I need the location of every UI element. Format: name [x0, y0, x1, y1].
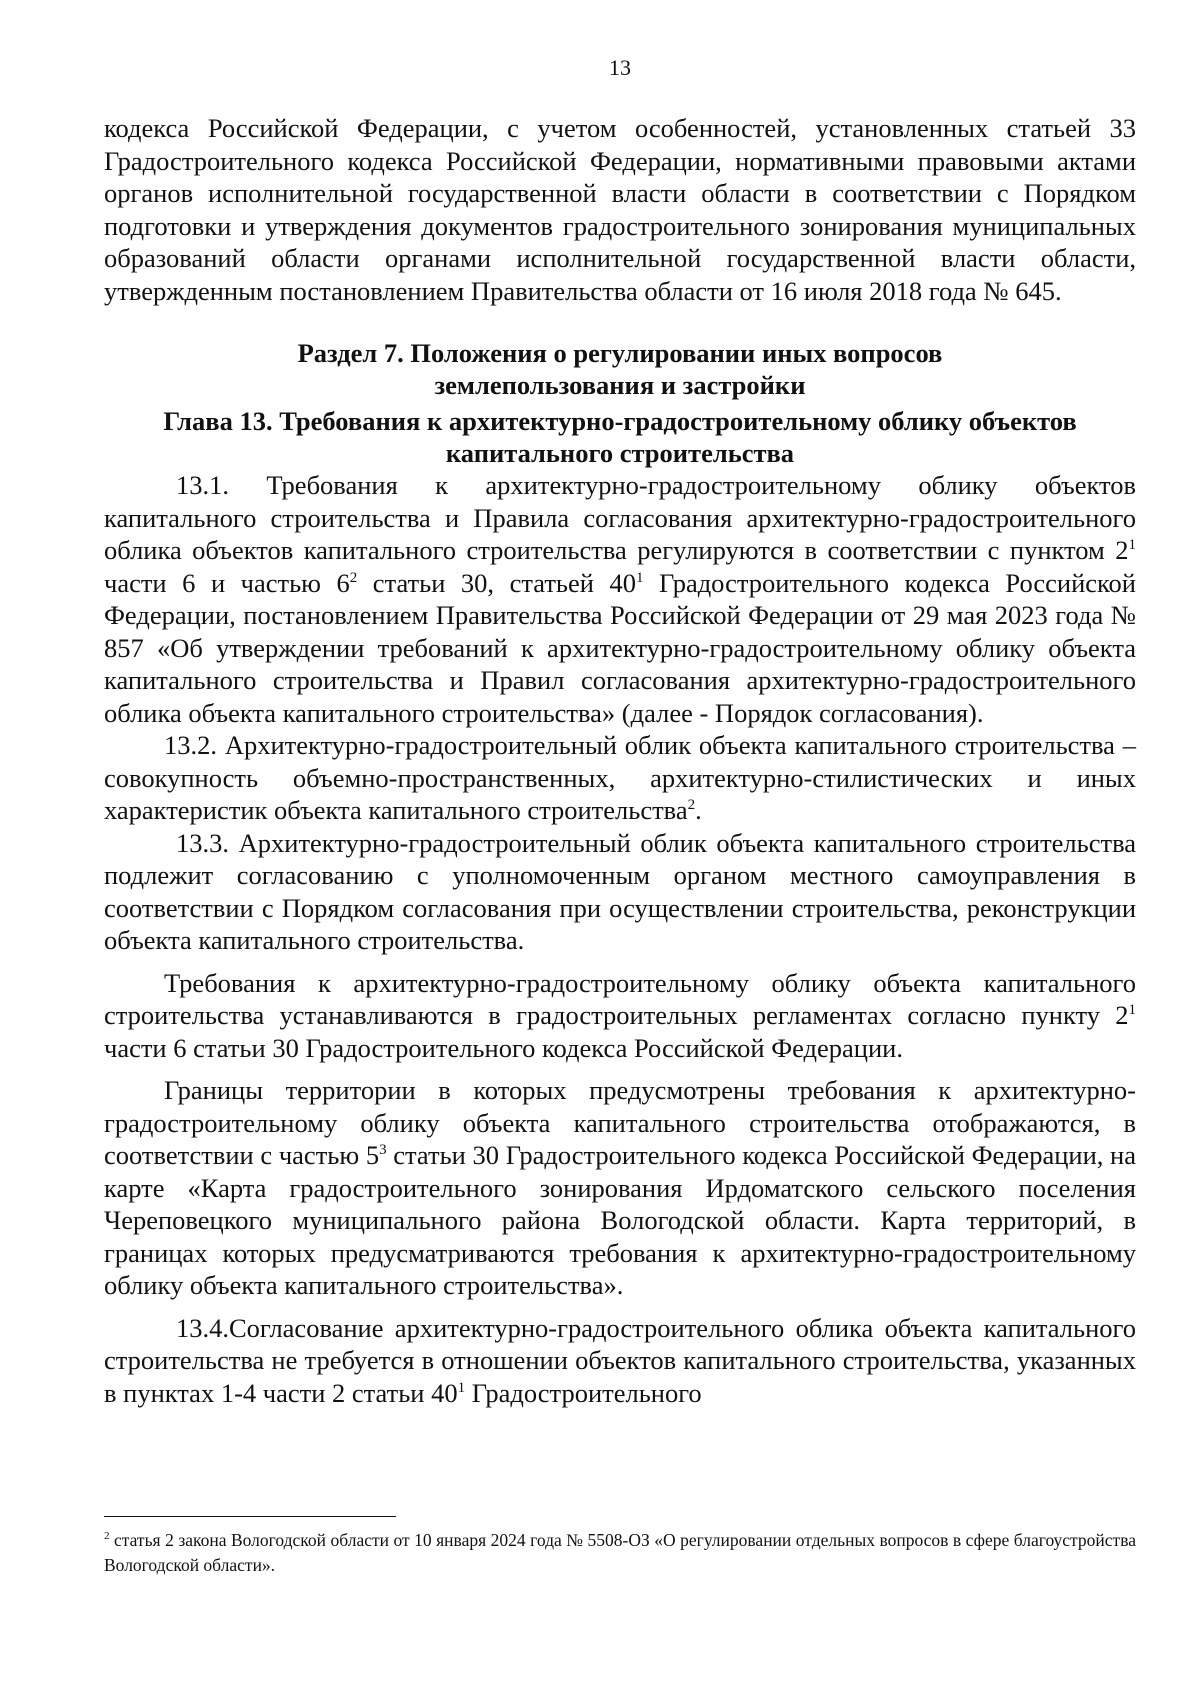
- paragraph-borders-text-b: статьи 30 Градостроительного кодекса Российской Федерации, на карте «Карта градостроительного зонирования Ирдоматского сельского поселения Череповецкого муниципального района Вологодской области. Карта территорий, в границах которых предусматриваются требования к архитектурно-градостроительному облику объекта капитального строительства».: [104, 1140, 1136, 1300]
- paragraph-13-3: 13.3. Архитектурно-градостроительный облик объекта капитального строительства подлежит согласованию с уполномоченным органом местного самоуправления в соответствии с Порядком согласования при осуществлении строительства, реконструкции объекта капитального строительства.: [104, 827, 1136, 955]
- paragraph-13-1: [104, 469, 1136, 729]
- intro-paragraph: кодекса Российской Федерации, с учетом особенностей, установленных статьей 33 Градостроительного кодекса Российской Федерации, нормативными правовыми актами органов исполнительной государственной власти области в соответствии с Порядком подготовки и утверждения документов градостроительного зонирования муниципальных образований области органами исполнительной государственной власти области, утвержденным постановлением Правительства области от 16 июля 2018 года № 645.: [104, 113, 1136, 306]
- chapter-heading: [104, 405, 1136, 469]
- section-heading: [104, 337, 1136, 401]
- page-number: 13: [609, 55, 631, 80]
- superscript: 2: [349, 569, 358, 586]
- footnote-divider: [104, 1516, 396, 1517]
- superscript: 3: [379, 1142, 387, 1159]
- paragraph-13-1-text-a: 13.1. Требования к архитектурно-градостроительному облику объектов капитального строительства и Правила согласования архитектурно-градостроительного облика объектов капитального строительства регулируются в соответствии с пунктом 2: [104, 470, 1136, 565]
- paragraph-13-4: [104, 1312, 1136, 1410]
- superscript: 1: [1128, 1002, 1136, 1019]
- paragraph-borders: [104, 1074, 1136, 1302]
- footnote-text: статья 2 закона Вологодской области от 10 января 2024 года № 5508-ОЗ «О регулировании отдельных вопросов в сфере благоустройства Вологодской области».: [104, 1530, 1136, 1575]
- superscript: 1: [457, 1379, 466, 1396]
- superscript: 1: [1128, 537, 1136, 554]
- chapter-heading-line2: капитального строительства: [445, 438, 795, 468]
- paragraph-13-1-text-c: статьи 30, статьей 40: [357, 567, 636, 598]
- section-heading-line1: Раздел 7. Положения о регулировании иных вопросов: [297, 338, 943, 368]
- paragraph-13-2-text-a: 13.2. Архитектурно-градостроительный облик объекта капитального строительства – совокупность объемно-пространственных, архитектурно-стилистических и иных характеристик объекта капитального строительства: [104, 730, 1136, 825]
- paragraph-13-2-text-b: .: [695, 795, 702, 825]
- paragraph-borders-text-a: Границы территории в которых предусмотрены требования к архитектурно-градостроительному облику объекта капитального строительства отображаются, в соответствии с частью 5: [104, 1075, 1136, 1170]
- paragraph-13-1-text-b: части 6 и частью 6: [104, 567, 350, 598]
- footnote-marker: 2: [104, 1530, 110, 1543]
- footnote-reference: 2: [687, 797, 696, 814]
- section-heading-line2: землепользования и застройки: [434, 370, 806, 400]
- superscript: 1: [636, 569, 644, 586]
- paragraph-requirements-text-a: Требования к архитектурно-градостроительному облику объекта капитального строительства устанавливаются в градостроительных регламентах согласно пункту 2: [104, 967, 1136, 1030]
- paragraph-13-1-text-d: Градостроительного кодекса Российской Федерации, постановлением Правительства Российской Федерации от 29 мая 2023 года № 857 «Об утверждении требований к архитектурно-градостроительному облику объекта капитального строительства и Правил согласования архитектурно-градостроительного облика объекта капитального строительства» (далее - Порядок согласования).: [104, 567, 1136, 728]
- paragraph-13-4-text-a: 13.4.Согласование архитектурно-градостроительного облика объекта капитального строительства не требуется в отношении объектов капитального строительства, указанных в пунктах 1-4 части 2 статьи 40: [104, 1312, 1136, 1408]
- paragraph-requirements: [104, 967, 1136, 1065]
- paragraph-requirements-text-b: части 6 статьи 30 Градостроительного кодекса Российской Федерации.: [104, 1032, 903, 1063]
- chapter-heading-line1: Глава 13. Требования к архитектурно-градостроительному облику объектов: [163, 406, 1077, 436]
- document-body: [104, 112, 1136, 1409]
- paragraph-13-4-text-b: Градостроительного: [465, 1377, 702, 1408]
- paragraph-13-2: [104, 729, 1136, 827]
- footnote: [104, 1528, 1136, 1578]
